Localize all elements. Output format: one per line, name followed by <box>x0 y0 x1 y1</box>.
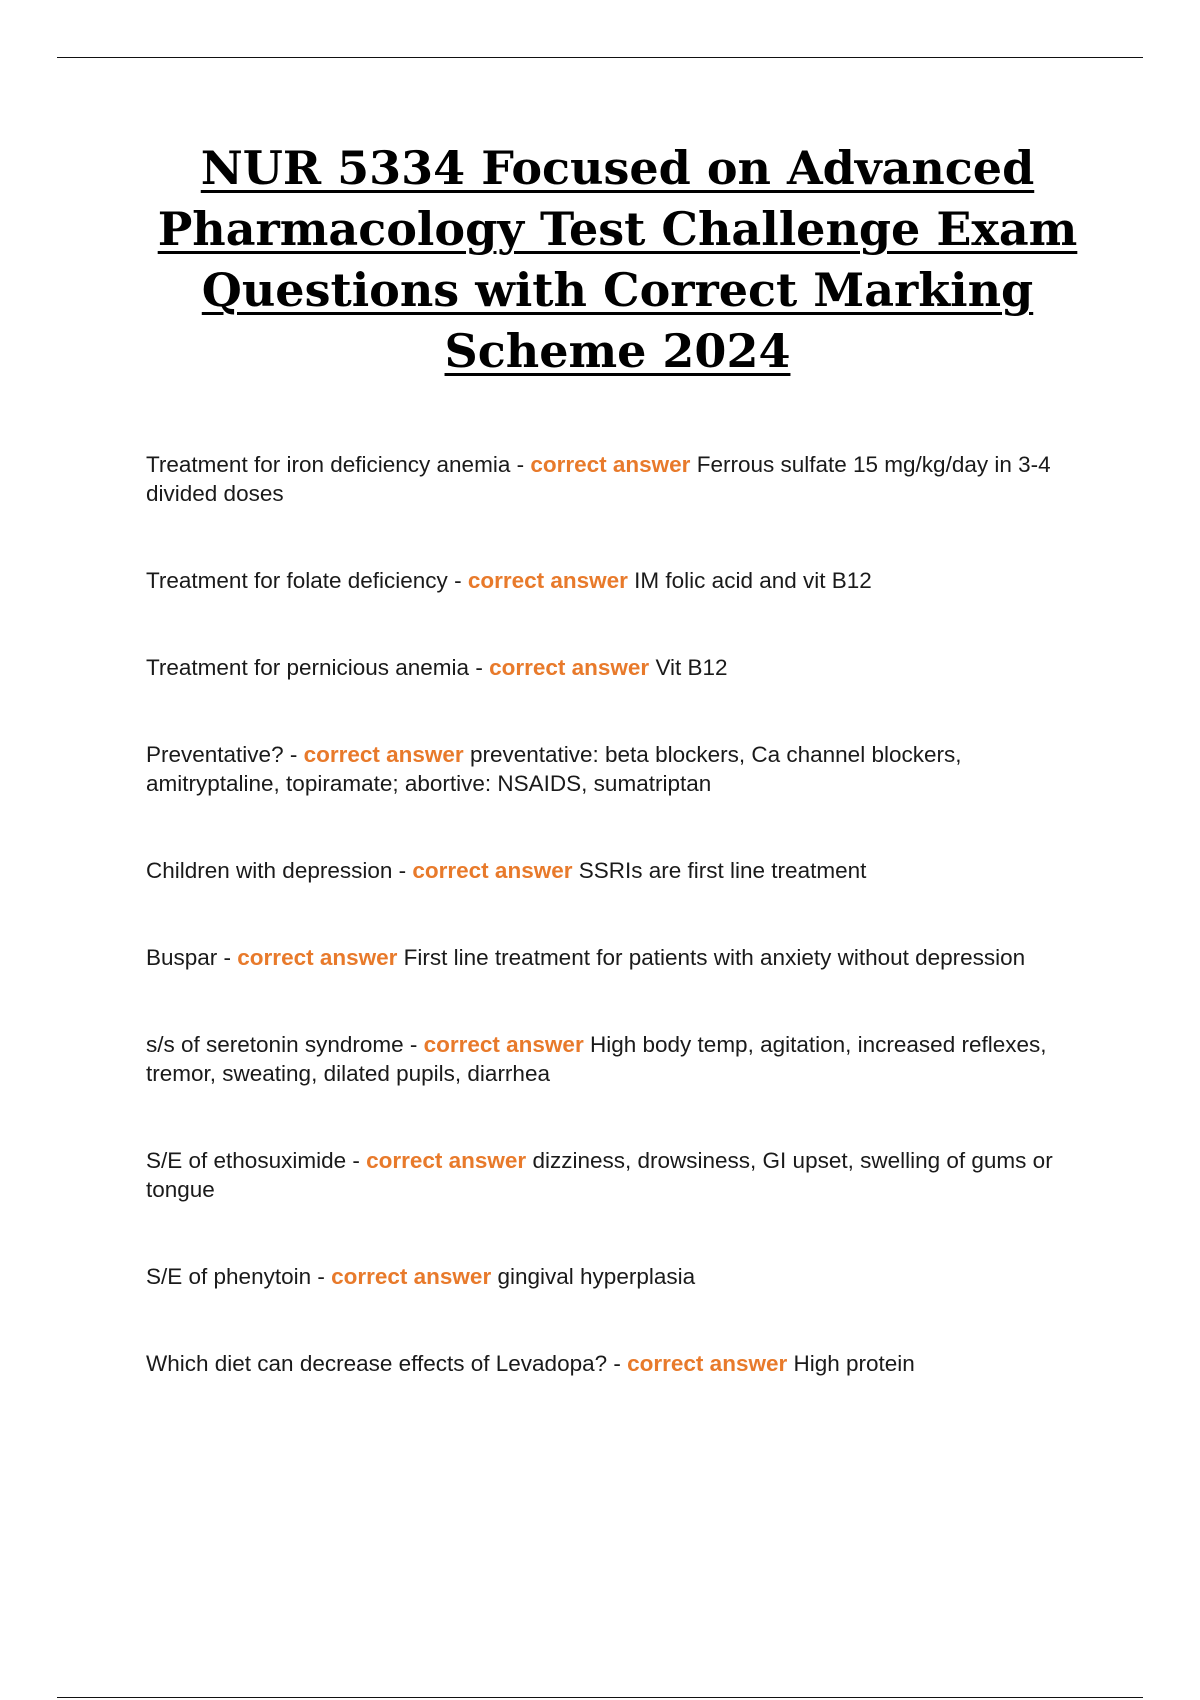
answer-text: gingival hyperplasia <box>497 1264 696 1289</box>
answer-text: SSRIs are first line treatment <box>578 858 867 883</box>
answer-label: correct answer <box>423 1032 584 1057</box>
separator: - <box>469 655 490 680</box>
answer-label: correct answer <box>366 1148 527 1173</box>
qa-item <box>146 653 1086 682</box>
answer-text: First line treatment for patients with anxiety without depression <box>403 945 1026 970</box>
answer-label: correct answer <box>467 568 628 593</box>
question-text: Treatment for iron deficiency anemia <box>146 452 511 477</box>
question-text: s/s of seretonin syndrome <box>146 1032 404 1057</box>
qa-list <box>146 450 1086 1436</box>
question-text: Treatment for folate deficiency <box>146 568 448 593</box>
answer-text: dizziness, drowsiness, GI upset, swelling of gums or tongue <box>146 1148 1053 1202</box>
answer-label: correct answer <box>530 452 691 477</box>
document-title-text: NUR 5334 Focused on Advanced Pharmacology Test Challenge Exam Questions with Correct Marking Scheme 2024 <box>157 141 1078 378</box>
top-rule <box>57 57 1143 58</box>
qa-item <box>146 566 1086 595</box>
separator: - <box>447 568 468 593</box>
separator: - <box>311 1264 332 1289</box>
question-text: S/E of ethosuximide <box>146 1148 347 1173</box>
question-text: Which diet can decrease effects of Levadopa? <box>146 1351 608 1376</box>
answer-label: correct answer <box>489 655 650 680</box>
question-text: Treatment for pernicious anemia <box>146 655 470 680</box>
question-text: Children with depression <box>146 858 393 883</box>
separator: - <box>392 858 413 883</box>
answer-text: High protein <box>793 1351 915 1376</box>
question-text: S/E of phenytoin <box>146 1264 312 1289</box>
separator: - <box>510 452 531 477</box>
answer-label: correct answer <box>412 858 573 883</box>
separator: - <box>403 1032 424 1057</box>
separator: - <box>346 1148 367 1173</box>
answer-label: correct answer <box>237 945 398 970</box>
separator: - <box>607 1351 628 1376</box>
answer-text: IM folic acid and vit B12 <box>634 568 872 593</box>
qa-item <box>146 1349 1086 1378</box>
qa-item <box>146 1146 1086 1204</box>
qa-item <box>146 1030 1086 1088</box>
bottom-rule <box>57 1697 1143 1698</box>
qa-item <box>146 943 1086 972</box>
answer-label: correct answer <box>303 742 464 767</box>
answer-text: Vit B12 <box>655 655 728 680</box>
answer-label: correct answer <box>627 1351 788 1376</box>
answer-label: correct answer <box>331 1264 492 1289</box>
qa-item <box>146 740 1086 798</box>
answer-text: High body temp, agitation, increased reflexes, tremor, sweating, dilated pupils, diarrhea <box>146 1032 1047 1086</box>
qa-item <box>146 1262 1086 1291</box>
separator: - <box>217 945 238 970</box>
qa-item <box>146 856 1086 885</box>
document-title <box>150 138 1085 382</box>
answer-text: preventative: beta blockers, Ca channel blockers, amitryptaline, topiramate; abortive: NSAIDS, sumatriptan <box>146 742 962 796</box>
question-text: Buspar <box>146 945 218 970</box>
separator: - <box>283 742 304 767</box>
qa-item <box>146 450 1086 508</box>
question-text: Preventative? <box>146 742 284 767</box>
answer-text: Ferrous sulfate 15 mg/kg/day in 3-4 divided doses <box>146 452 1051 506</box>
